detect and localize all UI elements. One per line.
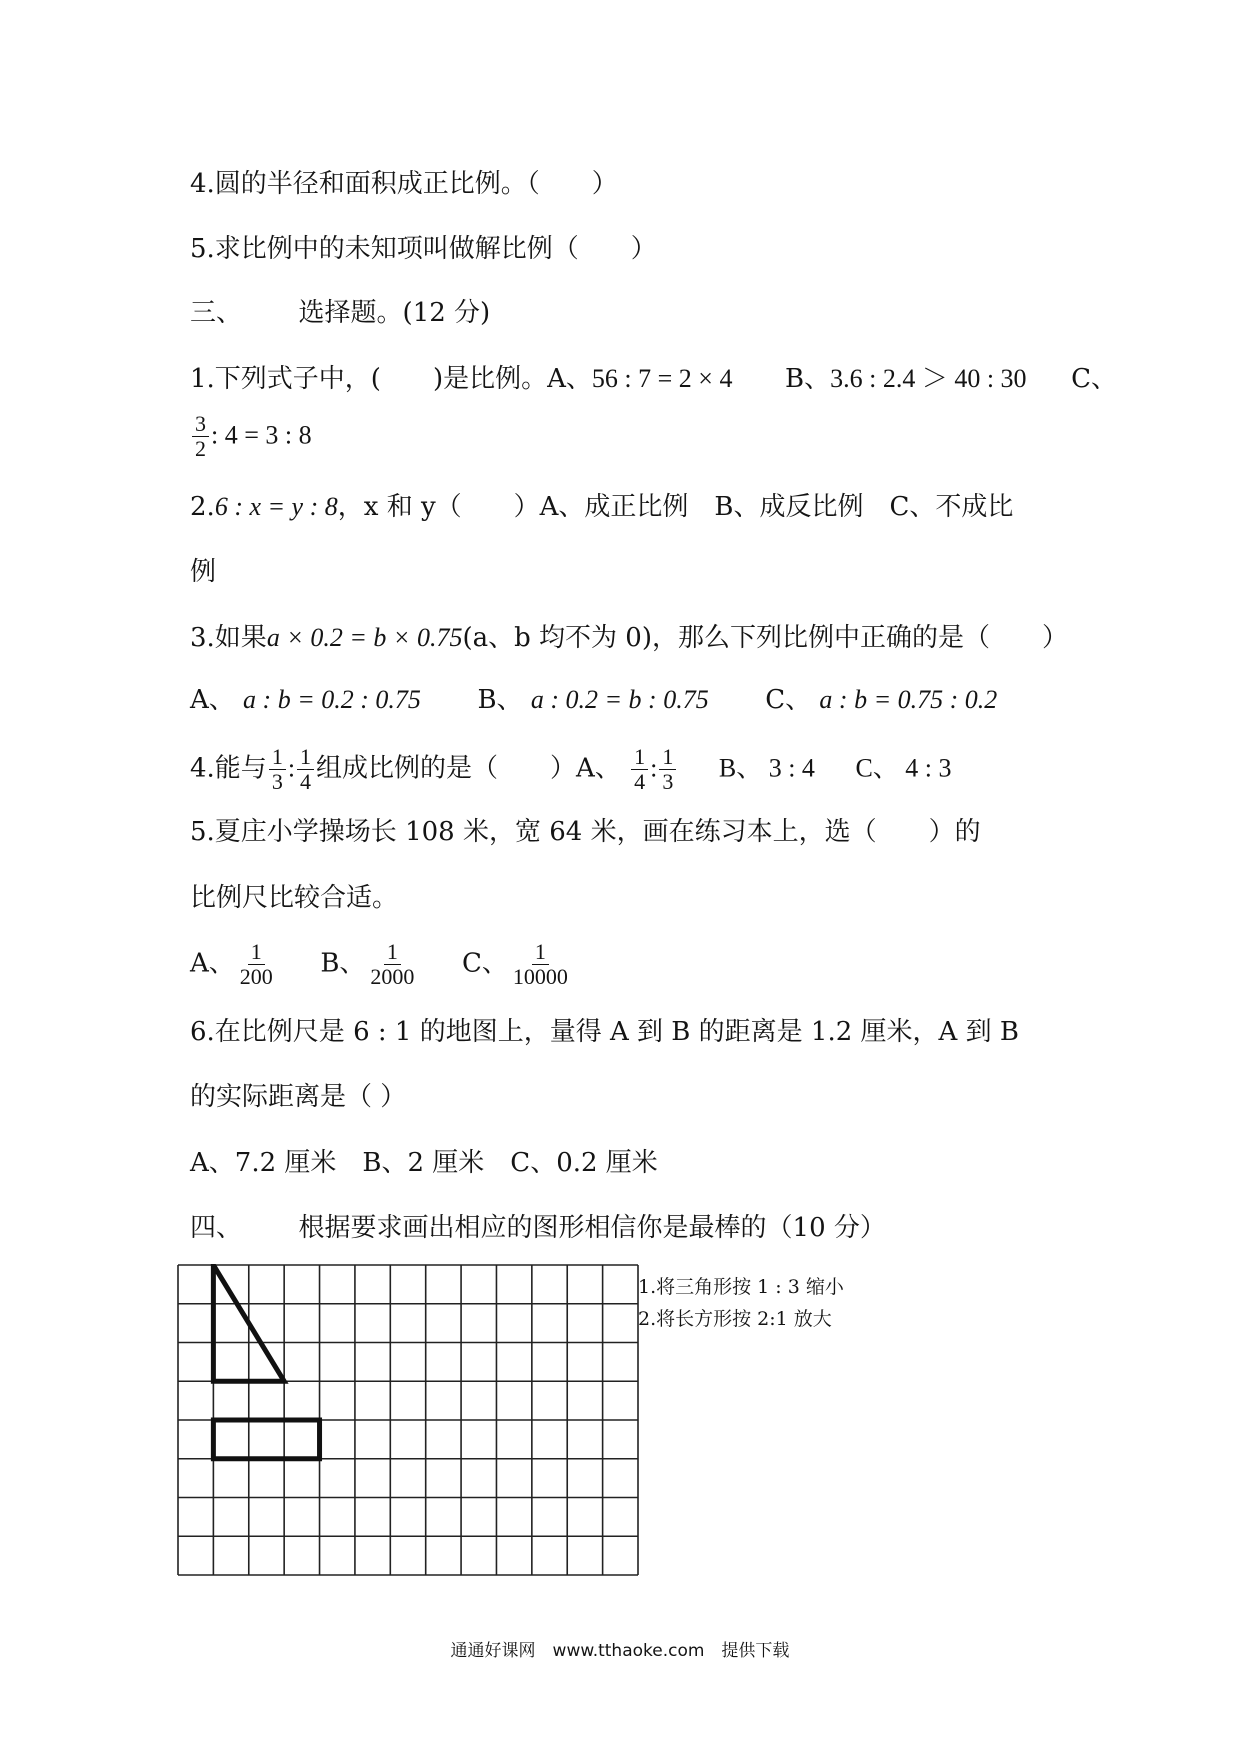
c5-b-num: 1 — [384, 940, 401, 965]
c3-text: (a、b 均不为 0)，那么下列比例中正确的是（ ） — [462, 623, 1068, 653]
c5-c-den: 10000 — [512, 964, 568, 989]
c4-a2-num: 1 — [659, 745, 676, 770]
c6-line-2: 的实际距离是（ ） — [190, 1082, 407, 1112]
c5-option-a-label: A、 — [190, 948, 235, 979]
c3-option-b-label: B、 — [477, 685, 523, 715]
c5-option-a-frac — [237, 940, 276, 989]
c4-f1-num: 1 — [269, 745, 286, 770]
c4-fraction-2 — [297, 745, 314, 794]
c4-option-a-colon: : — [650, 753, 658, 783]
section-4-title: 根据要求画出相应的图形相信你是最棒的（10 分） — [298, 1213, 886, 1243]
c2-text: ，x 和 y（ ）A、成正比例 B、成反比例 C、不成比 — [337, 492, 1014, 522]
c1-option-c-label: C、 — [1071, 364, 1117, 394]
c6-options: A、7.2 厘米 B、2 厘米 C、0.2 厘米 — [190, 1148, 658, 1178]
grid-instruction-1: 1.将三角形按 1 : 3 缩小 — [638, 1276, 844, 1298]
c3-option-a-label: A、 — [190, 685, 235, 715]
c4-f1-den: 3 — [271, 769, 283, 794]
choice-question-4 — [190, 745, 952, 794]
c5-b-den: 2000 — [370, 964, 415, 989]
c4-a1-num: 1 — [631, 745, 648, 770]
c1-option-b-label: B、 — [784, 364, 831, 394]
c5-a-num: 1 — [248, 940, 265, 965]
choice-question-5: 5.夏庄小学操场长 108 米，宽 64 米，画在练习本上，选（ ）的 — [190, 817, 981, 847]
c5-option-b-frac — [367, 940, 417, 989]
c3-option-c-expr: a : b = 0.75 : 0.2 — [819, 685, 998, 714]
drawing-grid — [177, 1264, 639, 1576]
c5-options — [190, 940, 573, 989]
c4-option-b: B、 3 : 4 — [718, 753, 815, 783]
judge-question-5: 5.求比例中的未知项叫做解比例（ ） — [190, 234, 657, 264]
c4-lead: 4.能与 — [190, 753, 267, 784]
c5-line-2: 比例尺比较合适。 — [190, 883, 399, 913]
c3-option-c-label: C、 — [765, 685, 812, 715]
rectangle-shape — [213, 1420, 319, 1459]
choice-question-3 — [190, 618, 1068, 658]
c5-option-c-label: C、 — [461, 948, 508, 979]
choice-question-6: 6.在比例尺是 6 : 1 的地图上，量得 A 到 B 的距离是 1.2 厘米，A 到 B — [190, 1017, 1019, 1047]
section-4-number: 四、 — [190, 1213, 243, 1243]
grid-instruction-2: 2.将长方形按 2:1 放大 — [638, 1308, 832, 1330]
c4-option-a-frac-2 — [659, 745, 676, 794]
c4-a2-den: 3 — [662, 769, 674, 794]
c3-lead: 3.如果 — [190, 623, 267, 653]
c2-wrap: 例 — [190, 557, 217, 587]
choice-question-2 — [190, 487, 1013, 527]
c3-option-a-expr: a : b = 0.2 : 0.75 — [243, 685, 421, 714]
c3-option-b-expr: a : 0.2 = b : 0.75 — [530, 685, 709, 714]
c3-options — [190, 680, 997, 720]
c1-lead: 1.下列式子中，( )是比例。 — [190, 364, 548, 394]
section-3-number: 三、 — [190, 298, 243, 328]
c4-f2-num: 1 — [297, 745, 314, 770]
c2-expr: 6 : x = y : 8 — [214, 492, 338, 521]
section-4-heading — [190, 1208, 886, 1248]
c4-option-a-frac-1 — [631, 745, 648, 794]
c1-frac-den: 2 — [195, 436, 206, 461]
c4-colon: : — [287, 753, 296, 783]
c4-a1-den: 4 — [634, 769, 646, 794]
c5-option-c-frac — [510, 940, 571, 989]
c2-lead: 2. — [190, 492, 215, 522]
c1-option-c-rest: : 4 = 3 : 8 — [211, 420, 312, 450]
c5-c-num: 1 — [532, 940, 549, 965]
section-3-heading — [190, 293, 490, 333]
c1-option-c-expr — [190, 412, 312, 461]
c1-option-a-expr: 56 : 7 = 2 × 4 — [591, 364, 733, 393]
footer-credit: 通通好课网 www.tthaoke.com 提供下载 — [450, 1641, 790, 1661]
judge-question-4: 4.圆的半径和面积成正比例。（ ） — [190, 169, 618, 199]
c1-fraction — [192, 412, 209, 461]
c3-expr: a × 0.2 = b × 0.75 — [266, 623, 463, 652]
choice-question-1 — [190, 359, 1117, 399]
c4-option-c: C、 4 : 3 — [855, 753, 952, 783]
c5-a-den: 200 — [239, 964, 273, 989]
c5-option-b-label: B、 — [320, 948, 366, 979]
c1-option-b-expr: 3.6 : 2.4 ＞ 40 : 30 — [830, 364, 1027, 393]
c4-f2-den: 4 — [300, 769, 312, 794]
c1-option-a-label: A、 — [547, 364, 592, 394]
c4-text: 组成比例的是（ ）A、 — [316, 753, 621, 784]
c4-fraction-1 — [269, 745, 286, 794]
c1-frac-num: 3 — [192, 412, 209, 437]
section-3-title: 选择题。(12 分) — [298, 298, 491, 328]
